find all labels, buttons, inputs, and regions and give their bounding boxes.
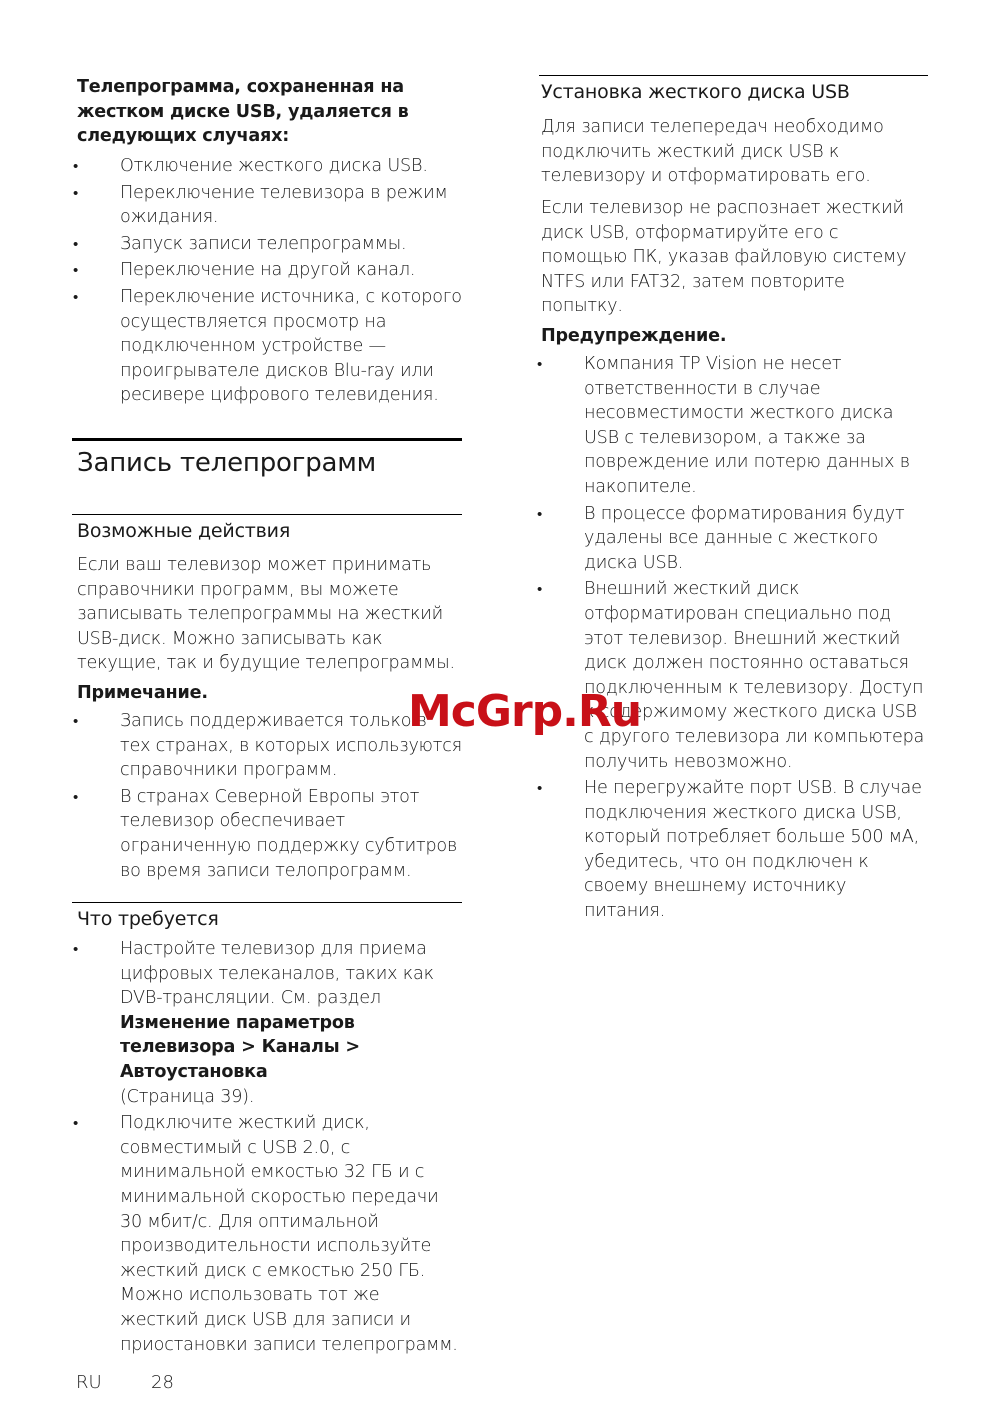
- list-item: • Отключение жесткого диска USB.: [77, 154, 462, 179]
- list-item: • Запуск записи телепрограммы.: [77, 232, 462, 257]
- install-paragraph-2: Если телевизор не распознает жесткий диск USB, отформатируйте его с помощью ПК, указав файловую систему NTFS или FAT32, затем повторите попытку.: [541, 198, 907, 317]
- list-item: • В странах Северной Европы этот телевизор обеспечивает ограниченную поддержку субтитров во время записи телопрограмм.: [77, 785, 462, 883]
- list-item: • Компания TP Vision не несет ответственности в случае несовместимости жесткого диска USB с телевизором, а также за повреждение или потерю данных в накопителе.: [541, 352, 929, 500]
- required-item-text: Настройте телевизор для приема цифровых телеканалов, таких как DVB-трансляции. См. раздел: [120, 939, 434, 1009]
- subsection-rule: [72, 514, 462, 515]
- possible-actions-text: Если ваш телевизор может принимать справочники программ, вы можете записывать телепрограммы на жесткий USB-диск. Можно записывать как текущие, так и будущие телепрограммы.: [77, 555, 455, 674]
- settings-link[interactable]: Изменение параметров телевизора > Каналы > Автоустановка: [120, 1012, 360, 1082]
- list-item: • Переключение источника, с которого осуществляется просмотр на подключенном устройстве — проигрывателе дисков Blu-ray или ресивере цифрового телевидения.: [77, 285, 462, 408]
- list-item: • Подключите жесткий диск, совместимый с USB 2.0, с минимальной емкостью 32 ГБ и с минимальной скоростью передачи 30 мбит/с. Для оптимальной производительности используйте жесткий диск с емкостью 250 ГБ. Можно использовать тот же жесткий диск USB для записи и приостановки записи телепрограмм.: [77, 1111, 462, 1357]
- required-title: Что требуется: [77, 908, 219, 930]
- warning-list: [541, 352, 929, 924]
- intro-list: [77, 154, 462, 408]
- page-reference: (Страница 39).: [120, 1086, 255, 1107]
- possible-actions-title: Возможные действия: [77, 520, 291, 542]
- section-rule: [72, 438, 462, 441]
- note-label: Примечание.: [77, 683, 208, 703]
- list-item: [77, 937, 462, 1109]
- install-paragraph-1: Для записи телепередач необходимо подключить жесткий диск USB к телевизору и отформатировать его.: [541, 117, 884, 187]
- list-item: • Запись поддерживается только в тех странах, в которых используются справочники программ.: [77, 709, 462, 783]
- section-title: Запись телепрограмм: [77, 448, 377, 478]
- subsection-rule: [539, 75, 928, 76]
- footer-page-number: 28: [151, 1372, 174, 1393]
- list-item: • Внешний жесткий диск отформатирован специально под этот телевизор. Внешний жесткий диск должен постоянно оставаться подключенным к телевизору. Доступ к содержимому жесткого диска USB с другого телевизора ли компьютера получить невозможно.: [541, 577, 929, 774]
- list-item: • Не перегружайте порт USB. В случае подключения жесткого диска USB, который потребляет больше 500 мА, убедитесь, что он подключен к своему внешнему источнику питания.: [541, 776, 929, 924]
- warning-label: Предупреждение.: [541, 326, 727, 346]
- list-item: • Переключение на другой канал.: [77, 258, 462, 283]
- install-title: Установка жесткого диска USB: [541, 81, 850, 103]
- list-item: • В процессе форматирования будут удалены все данные с жесткого диска USB.: [541, 502, 929, 576]
- subsection-rule: [72, 902, 462, 903]
- footer-language: RU: [76, 1372, 102, 1393]
- watermark-logo: McGrp.Ru: [408, 686, 642, 737]
- required-list: [77, 937, 462, 1357]
- list-item: • Переключение телевизора в режим ожидания.: [77, 181, 462, 230]
- intro-heading: Телепрограмма, сохраненная на жестком диске USB, удаляется в следующих случаях:: [77, 77, 409, 147]
- note-list: [77, 709, 462, 883]
